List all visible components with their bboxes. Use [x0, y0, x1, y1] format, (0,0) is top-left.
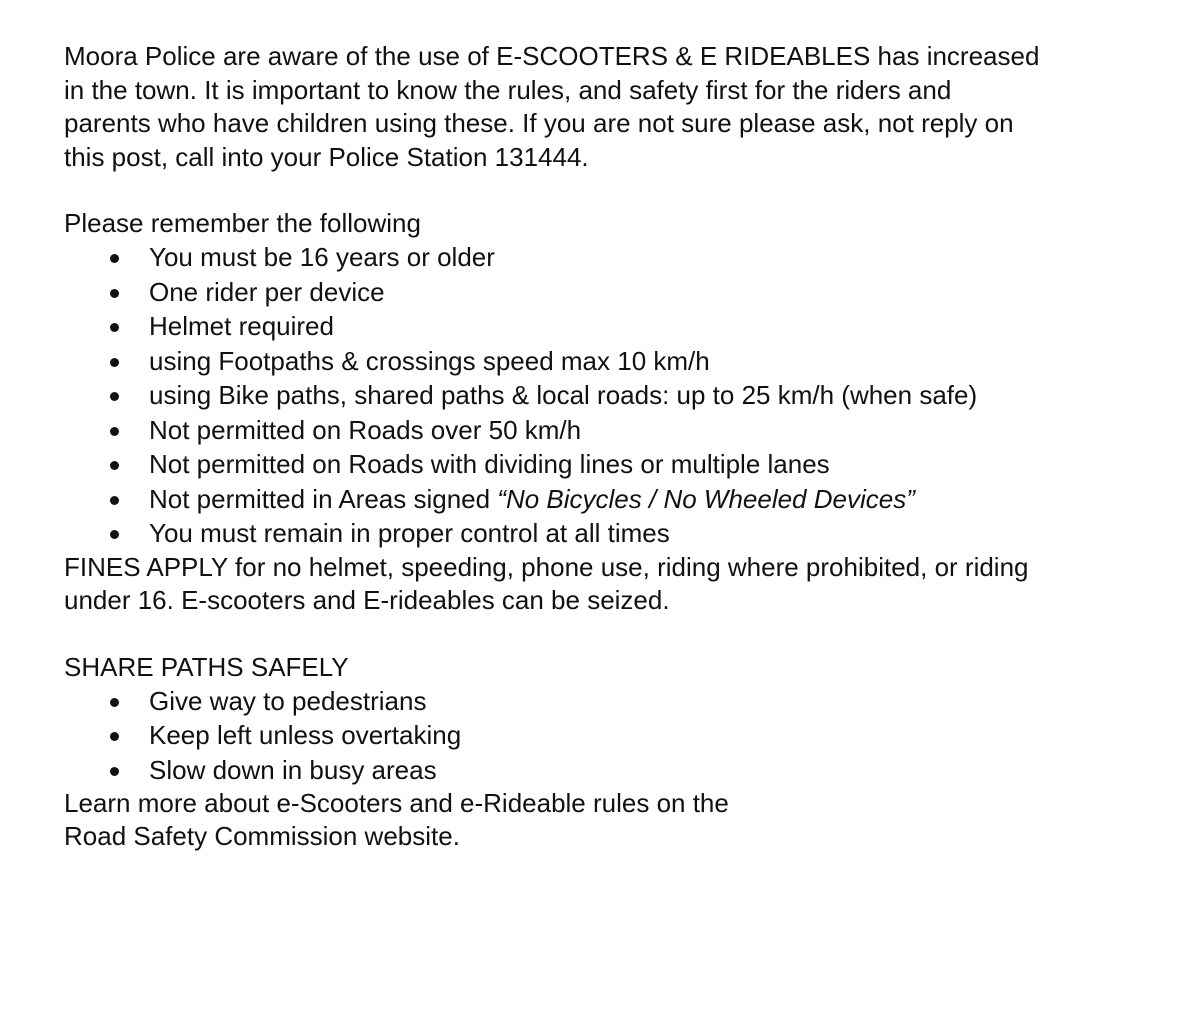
share-heading: SHARE PATHS SAFELY — [64, 651, 349, 682]
list-item-text: You must remain in proper control at all times — [149, 518, 670, 548]
list-item — [64, 718, 1164, 753]
learn-more-paragraph — [64, 787, 1164, 852]
list-item — [64, 516, 1164, 551]
list-item-text: using Footpaths & crossings speed max 10 km/h — [149, 345, 710, 376]
bullet-icon — [110, 427, 119, 436]
fines-paragraph — [64, 551, 1164, 618]
list-item — [64, 275, 1164, 310]
intro-line: parents who have children using these. If you are not sure please ask, not reply on — [64, 108, 1014, 138]
share-list — [64, 684, 1164, 788]
list-item-text: Helmet required — [149, 311, 334, 341]
learn-line: Road Safety Commission website. — [64, 820, 460, 851]
intro-paragraph — [64, 40, 1164, 174]
intro-line: this post, call into your Police Station 131444. — [64, 141, 589, 172]
list-item-text: Not permitted in Areas signed — [149, 483, 498, 514]
bullet-icon — [110, 496, 119, 505]
list-item-text: One rider per device — [149, 276, 385, 307]
bullet-icon — [110, 767, 119, 776]
bullet-icon — [110, 392, 119, 401]
list-item-text: Slow down in busy areas — [149, 754, 437, 785]
bullet-icon — [110, 732, 119, 741]
list-item — [64, 684, 1164, 719]
document — [64, 40, 1164, 852]
bullet-icon — [110, 358, 119, 367]
list-item-text: Keep left unless overtaking — [149, 720, 462, 750]
list-item-text: Not permitted on Roads over 50 km/h — [149, 414, 582, 445]
fines-line: under 16. E-scooters and E-rideables can be seized. — [64, 585, 670, 615]
list-item — [64, 413, 1164, 448]
list-item — [64, 344, 1164, 379]
bullet-icon — [110, 698, 119, 707]
list-item — [64, 447, 1164, 482]
bullet-icon — [110, 530, 119, 539]
list-item-text: Give way to pedestrians — [149, 685, 427, 716]
rules-heading: Please remember the following — [64, 208, 421, 238]
intro-line: Moora Police are aware of the use of E-SCOOTERS & E RIDEABLES has increased — [64, 41, 1040, 71]
rules-list — [64, 240, 1164, 551]
list-item-text: using Bike paths, shared paths & local roads: up to 25 km/h (when safe) — [149, 380, 978, 410]
intro-line: in the town. It is important to know the rules, and safety first for the riders and — [64, 74, 952, 105]
list-item — [64, 378, 1164, 413]
list-item — [64, 753, 1164, 788]
list-item-text: Not permitted on Roads with dividing lines or multiple lanes — [149, 449, 830, 479]
bullet-icon — [110, 461, 119, 470]
bullet-icon — [110, 289, 119, 298]
fines-line: FINES APPLY for no helmet, speeding, phone use, riding where prohibited, or riding — [64, 551, 1029, 582]
list-item — [64, 309, 1164, 344]
list-item-text: You must be 16 years or older — [149, 242, 495, 272]
learn-line: Learn more about e-Scooters and e-Rideable rules on the — [64, 788, 729, 818]
list-item — [64, 240, 1164, 275]
bullet-icon — [110, 254, 119, 263]
bullet-icon — [110, 323, 119, 332]
list-item — [64, 482, 1164, 517]
quoted-sign-text: “No Bicycles / No Wheeled Devices” — [497, 483, 915, 514]
